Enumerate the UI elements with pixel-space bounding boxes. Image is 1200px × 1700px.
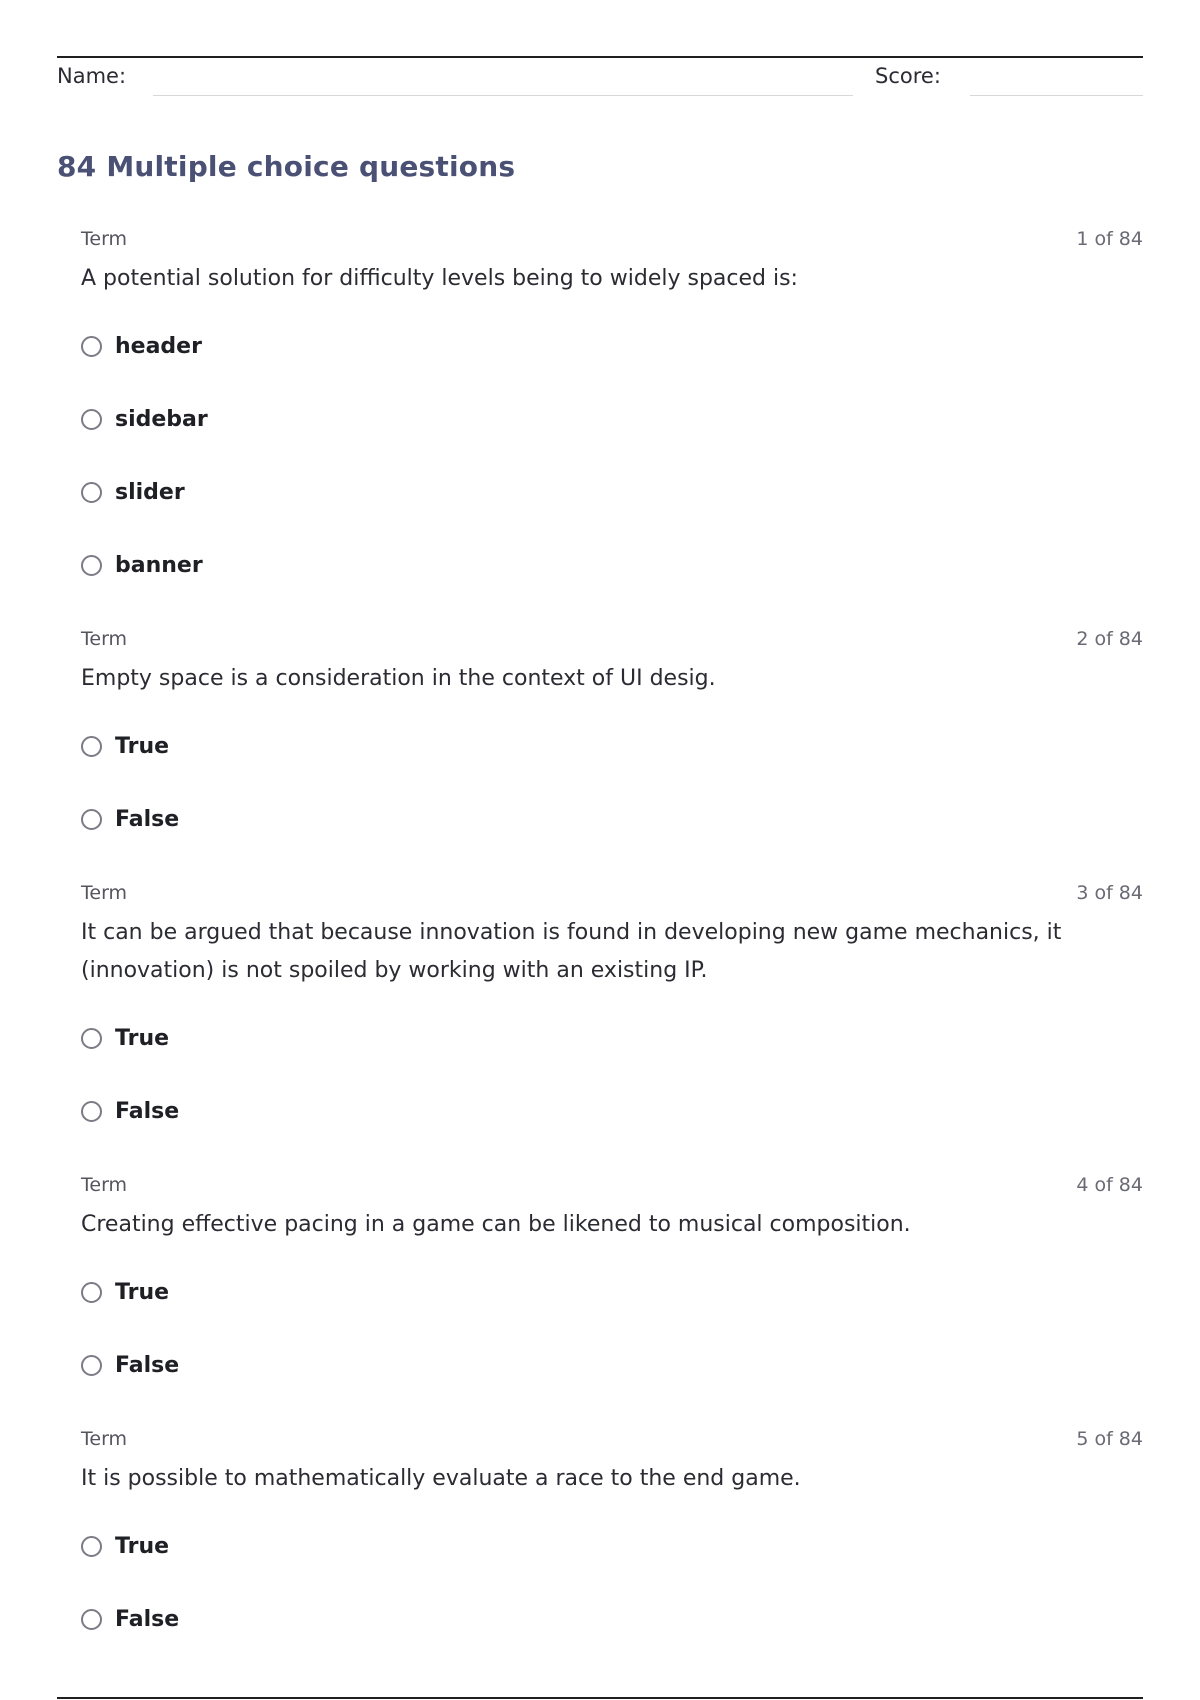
answer-options bbox=[81, 1510, 1143, 1656]
radio-button-icon[interactable] bbox=[81, 336, 102, 357]
answer-options bbox=[81, 710, 1143, 856]
answer-label: True bbox=[115, 734, 170, 759]
question-header bbox=[81, 226, 1143, 256]
term-label: Term bbox=[81, 1174, 128, 1196]
radio-button-icon[interactable] bbox=[81, 809, 102, 830]
top-divider bbox=[57, 56, 1143, 58]
radio-button-icon[interactable] bbox=[81, 736, 102, 757]
radio-button-icon[interactable] bbox=[81, 409, 102, 430]
score-label: Score: bbox=[875, 64, 941, 88]
question-header bbox=[81, 1172, 1143, 1202]
answer-option[interactable] bbox=[81, 1075, 1143, 1148]
question-text: Empty space is a consideration in the context of UI desig. bbox=[81, 666, 716, 691]
answer-option[interactable] bbox=[81, 1583, 1143, 1656]
answer-label: True bbox=[115, 1026, 170, 1051]
radio-button-icon[interactable] bbox=[81, 482, 102, 503]
radio-button-icon[interactable] bbox=[81, 1609, 102, 1630]
question-text: It can be argued that because innovation is found in developing new game mechanics, it (innovation) is not spoiled by working with an existing IP. bbox=[81, 920, 1062, 983]
answer-option[interactable] bbox=[81, 710, 1143, 783]
name-score-row bbox=[57, 62, 1143, 98]
term-label: Term bbox=[81, 228, 128, 250]
answer-label: banner bbox=[115, 553, 203, 578]
answer-label: False bbox=[115, 807, 180, 832]
answer-label: True bbox=[115, 1280, 170, 1305]
answer-label: slider bbox=[115, 480, 185, 505]
answer-option[interactable] bbox=[81, 1329, 1143, 1402]
radio-button-icon[interactable] bbox=[81, 1028, 102, 1049]
answer-label: False bbox=[115, 1353, 180, 1378]
question-counter: 1 of 84 bbox=[1076, 228, 1143, 250]
answer-label: True bbox=[115, 1534, 170, 1559]
question-counter: 3 of 84 bbox=[1076, 882, 1143, 904]
score-field[interactable] bbox=[970, 95, 1143, 96]
answer-label: False bbox=[115, 1607, 180, 1632]
answer-options bbox=[81, 310, 1143, 602]
answer-label: header bbox=[115, 334, 202, 359]
answer-option[interactable] bbox=[81, 529, 1143, 602]
term-label: Term bbox=[81, 628, 128, 650]
answer-options bbox=[81, 1002, 1143, 1148]
answer-option[interactable] bbox=[81, 783, 1143, 856]
question-list bbox=[81, 226, 1143, 1680]
question-counter: 2 of 84 bbox=[1076, 628, 1143, 650]
term-label: Term bbox=[81, 1428, 128, 1450]
radio-button-icon[interactable] bbox=[81, 1101, 102, 1122]
question-header bbox=[81, 626, 1143, 656]
answer-option[interactable] bbox=[81, 310, 1143, 383]
question-counter: 5 of 84 bbox=[1076, 1428, 1143, 1450]
radio-button-icon[interactable] bbox=[81, 555, 102, 576]
question-counter: 4 of 84 bbox=[1076, 1174, 1143, 1196]
question-header bbox=[81, 880, 1143, 910]
worksheet-page bbox=[57, 0, 1143, 1700]
question-5 bbox=[81, 1426, 1143, 1656]
answer-option[interactable] bbox=[81, 1256, 1143, 1329]
radio-button-icon[interactable] bbox=[81, 1536, 102, 1557]
name-field[interactable] bbox=[153, 95, 853, 96]
answer-label: sidebar bbox=[115, 407, 208, 432]
question-1 bbox=[81, 226, 1143, 602]
answer-option[interactable] bbox=[81, 456, 1143, 529]
question-2 bbox=[81, 626, 1143, 856]
answer-option[interactable] bbox=[81, 383, 1143, 456]
bottom-divider bbox=[57, 1697, 1143, 1699]
question-3 bbox=[81, 880, 1143, 1148]
answer-option[interactable] bbox=[81, 1002, 1143, 1075]
radio-button-icon[interactable] bbox=[81, 1282, 102, 1303]
question-header bbox=[81, 1426, 1143, 1456]
term-label: Term bbox=[81, 882, 128, 904]
question-text: It is possible to mathematically evaluate a race to the end game. bbox=[81, 1466, 801, 1491]
answer-label: False bbox=[115, 1099, 180, 1124]
name-label: Name: bbox=[57, 64, 127, 88]
question-text: A potential solution for difficulty levels being to widely spaced is: bbox=[81, 266, 798, 291]
answer-options bbox=[81, 1256, 1143, 1402]
answer-option[interactable] bbox=[81, 1510, 1143, 1583]
question-4 bbox=[81, 1172, 1143, 1402]
question-text: Creating effective pacing in a game can be likened to musical composition. bbox=[81, 1212, 911, 1237]
radio-button-icon[interactable] bbox=[81, 1355, 102, 1376]
section-title: 84 Multiple choice questions bbox=[57, 150, 516, 183]
